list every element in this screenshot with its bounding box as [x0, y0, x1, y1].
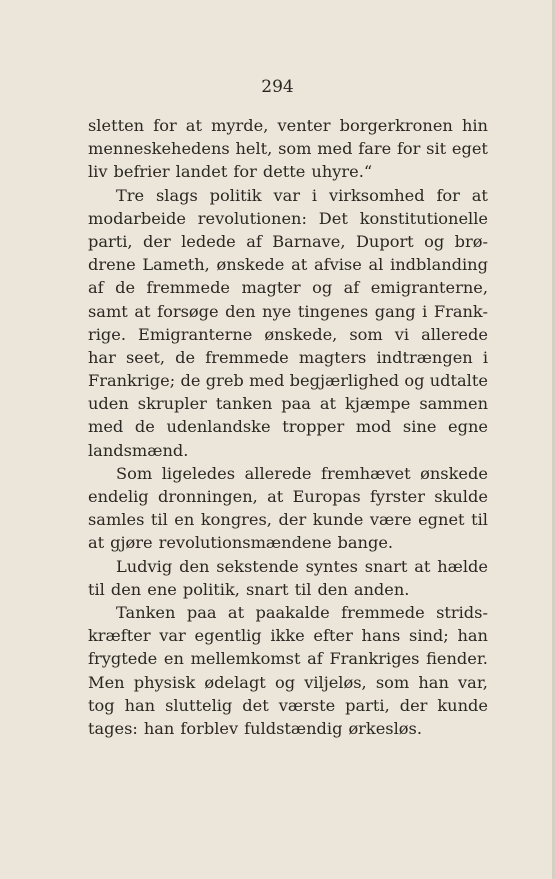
text-line — [88, 601, 488, 624]
text-line — [88, 392, 488, 415]
word: der — [399, 695, 428, 715]
word: den — [225, 301, 256, 321]
word: modarbeide — [88, 208, 186, 228]
word: ønskede — [216, 255, 285, 275]
word: allerede — [421, 324, 488, 344]
page-number: 294 — [261, 77, 294, 97]
word: greb — [205, 371, 244, 391]
text-line — [88, 462, 488, 485]
word: Europas — [292, 487, 361, 506]
word: forsøge — [157, 301, 219, 321]
word: parti, — [345, 695, 390, 715]
word: befrier — [113, 162, 170, 182]
word: af — [307, 649, 323, 669]
text-line — [88, 300, 488, 323]
word: drene — [88, 255, 136, 275]
word: revolutionen: — [197, 208, 307, 228]
word: egentlig — [194, 626, 262, 646]
word: at — [134, 301, 151, 321]
word: sit — [426, 139, 447, 159]
word: Frankrige; — [88, 371, 176, 391]
text-line — [88, 439, 488, 462]
word: der — [278, 510, 307, 530]
text-line — [88, 694, 488, 717]
word: tog — [88, 695, 115, 715]
word: slags — [155, 185, 198, 205]
word: Lameth, — [142, 255, 210, 275]
word: var — [273, 185, 301, 205]
word: kjæmpe — [345, 394, 411, 414]
word: og — [274, 672, 296, 692]
word: og — [404, 371, 425, 391]
word: han — [143, 718, 175, 738]
text-line — [88, 346, 488, 369]
word: samles — [88, 510, 145, 530]
word: udtalte — [429, 371, 488, 391]
word: af — [246, 231, 262, 251]
word: helt, — [235, 139, 273, 159]
word: en — [163, 649, 184, 669]
word: fremmede — [205, 347, 289, 367]
word: Emigranterne — [138, 324, 253, 344]
word: ønskede, — [264, 324, 338, 344]
word: med — [317, 139, 353, 159]
word: kræfter — [88, 626, 151, 646]
word: virksomhed — [328, 185, 425, 205]
word: tropper — [282, 417, 345, 437]
word: frygtede — [88, 649, 158, 669]
word: være — [369, 510, 412, 530]
word: at — [319, 394, 337, 414]
word: brø- — [454, 231, 488, 251]
word: ødelagt — [204, 672, 266, 692]
word: strids- — [436, 602, 488, 622]
text-line — [88, 508, 488, 531]
word: de — [175, 347, 196, 367]
word: fyrster — [369, 487, 425, 506]
word: ligeledes — [161, 463, 236, 483]
word: den — [179, 556, 210, 576]
word: han — [124, 695, 156, 715]
word: landet — [175, 162, 228, 182]
word: at — [267, 487, 284, 506]
word: Men — [88, 672, 125, 692]
text-line — [88, 578, 488, 601]
word: gang — [374, 301, 416, 321]
word: sluttelig — [165, 695, 233, 715]
word: tages: — [88, 718, 138, 738]
word: egne — [448, 417, 488, 437]
word: forblev — [180, 718, 239, 738]
word: Duport — [355, 231, 414, 251]
word: for — [436, 185, 460, 205]
word: kunde — [437, 695, 488, 715]
word: indtrængen — [376, 347, 473, 367]
word: at — [88, 533, 105, 553]
word: hin — [461, 116, 488, 135]
text-line — [88, 323, 488, 346]
word: al — [368, 255, 384, 275]
word: myrde, — [211, 116, 269, 135]
word: til — [294, 579, 312, 599]
word: uden — [88, 394, 129, 414]
word: til — [471, 510, 488, 530]
word: samt — [88, 301, 128, 321]
word: parti, — [88, 231, 133, 251]
word: hælde — [437, 556, 488, 576]
word: eget — [451, 139, 488, 159]
word: fare — [358, 139, 392, 159]
word: efter — [313, 626, 353, 646]
word: revolutionsmændene — [158, 533, 332, 553]
word: sind; — [409, 626, 449, 646]
word: tingenes — [297, 301, 369, 321]
text-line — [88, 230, 488, 253]
word: for — [153, 116, 177, 135]
text-line — [88, 415, 488, 438]
word: det — [242, 695, 269, 715]
word: snart — [245, 579, 289, 599]
word: Frankriges — [329, 649, 420, 669]
text-line — [88, 369, 488, 392]
word: fuldstændig — [244, 718, 343, 738]
word: til — [88, 579, 105, 599]
word: anden. — [353, 579, 410, 599]
word: som — [375, 672, 410, 692]
word: dronningen, — [157, 487, 258, 506]
word: de — [180, 371, 201, 391]
text-line — [88, 555, 488, 578]
word: han — [418, 672, 449, 692]
word: for — [233, 162, 257, 182]
word: Barnave, — [272, 231, 346, 251]
word: Ludvig — [116, 556, 173, 576]
word: ikke — [270, 626, 305, 646]
text-line — [88, 624, 488, 647]
word: skulde — [434, 487, 488, 506]
text-line — [88, 114, 488, 137]
word: magters — [298, 347, 367, 367]
word: i — [482, 347, 488, 367]
text-line — [88, 160, 488, 183]
word: borgerkronen — [339, 116, 453, 135]
word: som — [278, 139, 312, 159]
word: ledede — [181, 231, 236, 251]
word: den — [317, 579, 348, 599]
word: han — [457, 626, 488, 646]
word: dette — [262, 162, 306, 182]
word: har — [88, 347, 116, 367]
word: værste — [278, 695, 336, 715]
word: de — [134, 417, 155, 437]
word: sletten — [88, 116, 145, 135]
word: menneskehedens — [88, 139, 230, 159]
word: sine — [402, 417, 437, 437]
word: politik, — [182, 579, 240, 599]
word: uhyre.“ — [311, 162, 373, 182]
word: rige. — [88, 324, 127, 344]
text-line — [88, 647, 488, 670]
word: udenlandske — [166, 417, 271, 437]
word: indblanding — [390, 255, 488, 275]
word: egnet — [418, 510, 465, 530]
word: ene — [147, 579, 177, 599]
word: viljeløs, — [304, 672, 367, 692]
word: den — [110, 579, 142, 599]
word: at — [185, 116, 202, 135]
word: Tre — [116, 185, 145, 205]
word: ørkesløs. — [348, 718, 422, 738]
word: emigranterne, — [370, 278, 488, 298]
word: begjærlighed — [289, 371, 400, 391]
word: med — [249, 371, 285, 391]
word: i — [422, 301, 428, 321]
word: hans — [361, 626, 401, 646]
word: bange. — [337, 533, 394, 553]
word: en — [174, 510, 195, 530]
word: afvise — [313, 255, 362, 275]
word: med — [88, 417, 124, 437]
word: de — [115, 278, 136, 298]
word: allerede — [244, 463, 312, 483]
word: magter — [241, 278, 301, 298]
text-line — [88, 184, 488, 207]
word: til — [150, 510, 168, 530]
word: af — [88, 278, 104, 298]
word: nye — [262, 301, 292, 321]
word: liv — [88, 162, 108, 182]
word: og — [312, 278, 333, 298]
body-text — [88, 114, 488, 740]
word: og — [424, 231, 445, 251]
word: vi — [394, 324, 410, 344]
word: Det — [318, 208, 348, 228]
word: physisk — [133, 672, 196, 692]
word: af — [343, 278, 360, 298]
word: snart — [364, 556, 408, 576]
text-line — [88, 137, 488, 160]
text-line — [88, 207, 488, 230]
word: fiender. — [426, 649, 488, 669]
word: som — [349, 324, 383, 344]
word: ønskede — [420, 463, 488, 483]
word: konstitutionelle — [359, 208, 488, 228]
word: politik — [209, 185, 262, 205]
word: landsmænd. — [88, 440, 189, 460]
word: for — [396, 139, 421, 159]
word: at — [471, 185, 488, 205]
word: paakalde — [255, 602, 330, 622]
word: Som — [116, 463, 153, 483]
word: seet, — [125, 347, 166, 367]
text-line — [88, 276, 488, 299]
text-line — [88, 485, 488, 508]
word: at — [291, 255, 308, 275]
text-line — [88, 671, 488, 694]
word: tanken — [215, 394, 273, 414]
word: var, — [458, 672, 488, 692]
word: syntes — [305, 556, 358, 576]
word: fremmede — [341, 602, 425, 622]
text-line — [88, 253, 488, 276]
word: venter — [277, 116, 331, 135]
word: kongres, — [200, 510, 272, 530]
word: mellemkomst — [190, 649, 301, 669]
text-line — [88, 717, 488, 740]
word: der — [143, 231, 171, 251]
word: at — [227, 602, 245, 622]
word: Frank- — [433, 301, 488, 321]
word: kunde — [312, 510, 364, 530]
word: mod — [355, 417, 392, 437]
text-line — [88, 531, 488, 554]
word: fremmede — [146, 278, 231, 298]
word: var — [159, 626, 186, 646]
word: sekstende — [216, 556, 299, 576]
word: i — [311, 185, 318, 205]
word: skrupler — [137, 394, 207, 414]
word: sammen — [419, 394, 488, 414]
word: at — [414, 556, 431, 576]
word: paa — [281, 394, 311, 414]
word: endelig — [88, 487, 149, 506]
word: fremhævet — [321, 463, 411, 483]
word: gjøre — [110, 533, 153, 553]
word: Tanken — [116, 602, 176, 622]
word: paa — [186, 602, 217, 622]
